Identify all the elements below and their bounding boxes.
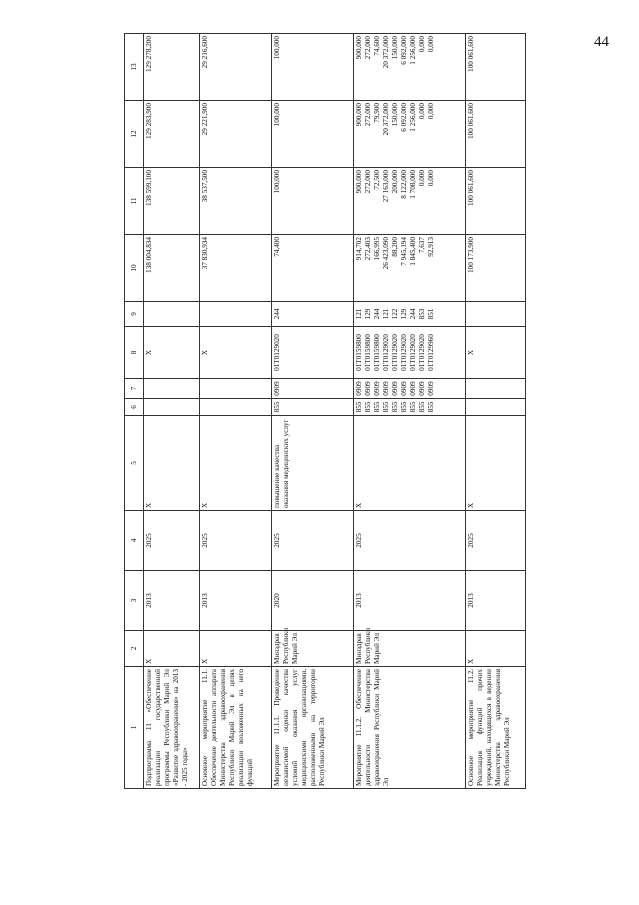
end-year-cell: 2025 [144,511,200,571]
cell-line: 100,000 [273,36,281,60]
cell-line: 100 173,900 [467,237,475,273]
cell-line: 150,000 [391,36,399,60]
end-year-cell: 2025 [466,511,526,571]
cell-line: 244 [409,308,417,320]
cell-line: 37 830,934 [201,237,209,270]
cell-line: 0909 [391,381,399,396]
expense-type-cell [354,302,466,327]
cell-line: 01Т0159800 [355,334,363,371]
start-year-cell: 2013 [144,571,200,631]
cell-line: 129 283,900 [145,103,153,139]
cell-line: 0909 [400,381,408,396]
cell-line: 1 256,000 [409,103,417,132]
cell-line: 121 [355,308,363,320]
expected-result-cell: Х [354,416,466,511]
cell-line: 29 216,600 [201,36,209,69]
cell-line: 8 122,000 [400,170,408,199]
end-year-cell: 2025 [272,511,354,571]
amount-2023-cell [144,34,200,101]
cell-line: 0,000 [418,103,426,120]
column-header: 3 [125,571,144,631]
column-header: 2 [125,631,144,667]
expense-type-cell [466,302,526,327]
amount-2023-cell [200,34,272,101]
cell-line: 855 [418,401,426,413]
cell-line: 0,000 [427,170,435,187]
cell-line: Х [145,349,153,356]
cell-line: 6 092,000 [400,36,408,65]
cell-line: 0909 [418,381,426,396]
cell-line: 0909 [382,381,390,396]
cell-line: 7,637 [418,237,426,254]
cell-line: 272,000 [364,36,372,60]
cell-line: 79,900 [373,103,381,123]
section-code-cell [144,379,200,399]
table-row [144,34,200,789]
expense-type-cell [272,302,354,327]
page-number: 44 [594,34,609,50]
amount-2023-cell [354,34,466,101]
cell-line: 01Т0129020 [409,334,417,371]
cell-line: 851 [427,308,435,320]
activity-name-cell: Основное мероприятие 11.1. Обеспечение деятельности аппарата Министерства здравоохранения Республики Марий Эл в целях реализации возложенных на него функций [200,667,272,789]
cell-line: 01Т0129960 [427,334,435,371]
amount-2020-cell [466,235,526,302]
column-header: 10 [125,235,144,302]
column-header: 12 [125,101,144,168]
cell-line: 20 372,000 [382,103,390,136]
amount-2023-cell [272,34,354,101]
cell-line: 27 163,000 [382,170,390,203]
cell-line: 0909 [409,381,417,396]
executor-cell: Х [144,631,200,667]
table-row [200,34,272,789]
cell-line: 100 061,600 [467,103,475,139]
cell-line: 900,000 [355,103,363,127]
cell-line: 01Т0129020 [418,334,426,371]
cell-line: Х [467,349,475,356]
amount-2020-cell [354,235,466,302]
cell-line: 74,400 [273,237,281,257]
cell-line: 138 004,834 [145,237,153,273]
cell-line: 0,000 [427,36,435,53]
start-year-cell: 2013 [200,571,272,631]
expected-result-cell: Х [466,416,526,511]
start-year-cell: 2013 [354,571,466,631]
activity-name-cell: Подпрограмма 11 «Обеспечение реализации государственной программы Республики Марий Эл «Развитие здравоохранения» на 2013 - 2025 годы» [144,667,200,789]
cell-line: 900,000 [355,36,363,60]
cell-line: 100 061,600 [467,170,475,206]
amount-2023-cell [466,34,526,101]
cell-line: 914,702 [355,237,363,261]
cell-line: 855 [364,401,372,413]
cell-line: 0909 [355,381,363,396]
expected-result-cell: Х [144,416,200,511]
executor-cell: Х [466,631,526,667]
cell-line: 0909 [373,381,381,396]
amount-2021-cell [272,168,354,235]
cell-line: 6 092,000 [400,103,408,132]
amount-2020-cell [272,235,354,302]
cell-line: 0,000 [418,170,426,187]
cell-line: 01Т0129020 [273,334,281,371]
column-header: 5 [125,416,144,511]
end-year-cell: 2025 [354,511,466,571]
cell-line: 1 708,000 [409,170,417,199]
executor-cell: Минздрав Республики Марий Эл [354,631,466,667]
cell-line: 88,200 [391,237,399,257]
amount-2022-cell [144,101,200,168]
cell-line: 0909 [364,381,372,396]
cell-line: 272,000 [364,170,372,194]
amount-2022-cell [272,101,354,168]
amount-2021-cell [354,168,466,235]
amount-2021-cell [466,168,526,235]
cell-line: 855 [382,401,390,413]
cell-line: 129 [364,308,372,320]
grbs-code-cell [200,399,272,416]
cell-line: 74,600 [373,36,381,56]
amount-2021-cell [200,168,272,235]
cell-line: 1 845,400 [409,237,417,266]
cell-line: 855 [273,401,281,413]
column-header: 8 [125,327,144,379]
cell-line: 855 [373,401,381,413]
cell-line: 166,995 [373,237,381,261]
activity-name-cell: Мероприятие 11.1.2. Обеспечение деятельности Министерства здравоохранения Республики Марий Эл [354,667,466,789]
amount-2022-cell [466,101,526,168]
expense-type-cell [200,302,272,327]
grbs-code-cell [144,399,200,416]
cell-line: 29 221,900 [201,103,209,136]
cell-line: 244 [373,308,381,320]
grbs-code-cell [466,399,526,416]
expected-result-cell: Х [200,416,272,511]
cell-line: 0,000 [427,103,435,120]
column-number-row [125,34,144,789]
table-row [354,34,466,789]
column-header: 13 [125,34,144,101]
end-year-cell: 2025 [200,511,272,571]
cell-line: 138 599,100 [145,170,153,206]
cell-line: Х [201,349,209,356]
target-article-cell [466,327,526,379]
target-article-cell [200,327,272,379]
cell-line: 855 [400,401,408,413]
amount-2020-cell [200,235,272,302]
column-header: 1 [125,667,144,789]
table-row [272,34,354,789]
grbs-code-cell [354,399,466,416]
cell-line: 129 [400,308,408,320]
cell-line: 20 372,000 [382,36,390,69]
cell-line: 855 [427,401,435,413]
target-article-cell [144,327,200,379]
table-row [466,34,526,789]
amount-2020-cell [144,235,200,302]
start-year-cell: 2013 [466,571,526,631]
cell-line: 121 [382,308,390,320]
amount-2021-cell [144,168,200,235]
cell-line: 100,000 [273,170,281,194]
cell-line: 100,000 [273,103,281,127]
cell-line: 7 945,194 [400,237,408,266]
target-article-cell [354,327,466,379]
cell-line: 01Т0129020 [400,334,408,371]
cell-line: 855 [391,401,399,413]
cell-line: 01Т0159800 [364,334,372,371]
column-header: 9 [125,302,144,327]
table-body [144,34,526,789]
cell-line: 272,403 [364,237,372,261]
amount-2022-cell [200,101,272,168]
cell-line: 100 061,600 [467,36,475,72]
rotated-table-wrapper [124,34,529,789]
cell-line: 272,000 [364,103,372,127]
activity-name-cell: Мероприятие 11.1.1. Проведение независимой оценки качества условий оказания услуг медицинскими организациями, расположенными на территории Республики Марий Эл [272,667,354,789]
expense-type-cell [144,302,200,327]
cell-line: 200,000 [391,170,399,194]
cell-line: 900,000 [355,170,363,194]
cell-line: 26 423,090 [382,237,390,270]
grbs-code-cell [272,399,354,416]
executor-cell: Х [200,631,272,667]
activity-name-cell: Основное мероприятие 11.2. Реализация функций прочих учреждений, находящихся в ведении Министерства здравоохранения Республики Марий Эл [466,667,526,789]
column-header: 6 [125,399,144,416]
cell-line: 855 [409,401,417,413]
column-header: 4 [125,511,144,571]
column-header: 7 [125,379,144,399]
cell-line: 0,000 [418,36,426,53]
cell-line: 1 256,000 [409,36,417,65]
executor-cell: Минздрав Республики Марий Эл [272,631,354,667]
cell-line: 150,000 [391,103,399,127]
start-year-cell: 2020 [272,571,354,631]
column-header: 11 [125,168,144,235]
cell-line: 0909 [427,381,435,396]
cell-line: 01Т0129020 [391,334,399,371]
cell-line: 01Т0129020 [382,334,390,371]
cell-line: 855 [355,401,363,413]
section-code-cell [200,379,272,399]
section-code-cell [354,379,466,399]
cell-line: 72,500 [373,170,381,190]
amount-2022-cell [354,101,466,168]
cell-line: 01Т0159800 [373,334,381,371]
cell-line: 38 537,500 [201,170,209,203]
expected-result-cell: повышение качества оказания медицинских услуг [272,416,354,511]
section-code-cell [272,379,354,399]
cell-line: 244 [273,308,281,320]
budget-table [124,33,526,789]
section-code-cell [466,379,526,399]
cell-line: 129 278,200 [145,36,153,72]
cell-line: 0909 [273,381,281,396]
cell-line: 853 [418,308,426,320]
cell-line: 122 [391,308,399,320]
cell-line: 92,913 [427,237,435,257]
target-article-cell [272,327,354,379]
